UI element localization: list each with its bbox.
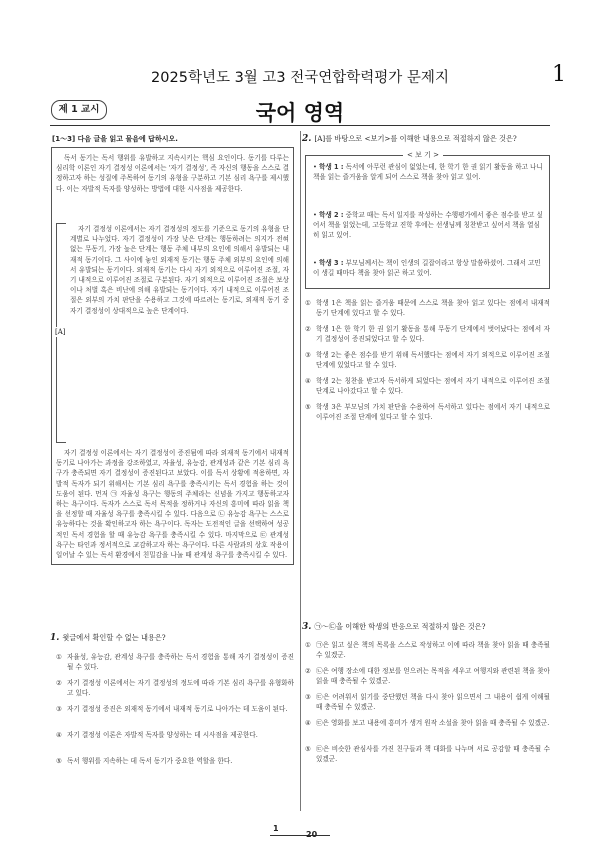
student-text: 중학교 때는 독서 일지를 작성하는 수행평가에서 좋은 점수를 받고 싶어서 책을 읽었는데, 고등학교 진학 후에는 선생님께 칭찬받고 싶어서 책을 열심히 읽고 있어. — [313, 211, 543, 239]
option-marker: ① — [305, 299, 311, 307]
page-number: 1 — [552, 62, 566, 87]
question-1-stem — [50, 633, 295, 644]
bogi-title: < 보 기 > — [403, 150, 443, 160]
option-marker: ③ — [305, 693, 311, 701]
current-page: 1 — [273, 824, 279, 833]
question-2-number: 2. — [302, 134, 312, 144]
question-1-text: 윗글에서 확인할 수 없는 내용은? — [62, 633, 166, 642]
option-marker: ⑤ — [305, 745, 311, 753]
student-label: 학생 2 : — [319, 211, 344, 219]
option-marker: ⑤ — [305, 403, 311, 411]
header-rule — [50, 125, 550, 126]
passage-paragraph-2: 자기 결정성 이론에서는 자기 결정성의 정도를 기준으로 동기의 유형을 단계별로 나누었다. 자기 결정성이 가장 낮은 단계는 행동하려는 의지가 전혀 없는 무동기, 가장 높은 단계는 행동 주체 내부의 요인에 의해서 유발되는 내재적 동기이다. 그 사이에 놓인 외재적 동기는 행동 주체 외부의 요인에 의해서 유발되는 동기이다. 외재적 동기는 다시 자기 외적으로 이루어진 조절, 자기 내적으로 이루어진 조절로 구분된다. 자기 외적으로 이루어진 조절은 보상이나 처벌 혹은 비난에 의해 유발되는 동기이다. 자기 내적으로 이루어진 조절은 외부의 가치 판단을 수용하고 그것에 따르려는 동기로, 외재적 동기 중 자기 결정성이 상대적으로 높은 단계이다. — [70, 225, 289, 315]
question-2-option-1[interactable] — [305, 298, 550, 320]
question-3-stem — [302, 622, 552, 633]
option-text: 자기 결정성 증진은 외재적 동기에서 내재적 동기로 나아가는 데 도움이 된다. — [67, 705, 288, 713]
student-text: 독서에 아무런 관심이 없었는데, 한 학기 한 권 읽기 활동을 하고 나니 책을 읽는 즐거움을 알게 되어 스스로 책을 찾아 읽고 있어. — [313, 163, 543, 181]
exam-title: 2025학년도 3월 고3 전국연합학력평가 문제지 — [151, 70, 449, 86]
student-label: 학생 1 : — [319, 163, 344, 171]
option-marker: ④ — [56, 731, 62, 739]
option-text: ㉠은 읽고 싶은 책의 목록을 스스로 작성하고 이에 따라 책을 찾아 읽을 때 충족될 수 있겠군. — [316, 641, 550, 659]
option-marker: ④ — [305, 377, 311, 385]
question-3-option-4[interactable] — [305, 718, 550, 740]
option-text: 독서 행위를 지속하는 데 독서 동기가 중요한 역할을 한다. — [67, 757, 233, 765]
question-1-option-1[interactable] — [56, 652, 294, 674]
question-2-stem — [302, 134, 552, 145]
passage-paragraph-3: 자기 결정성 이론에서는 자기 결정성이 증진됨에 따라 외재적 동기에서 내재적 동기로 나아가는 과정을 강조하였고, 자율성, 유능감, 관계성과 같은 기본 심리 욕구가 충족되면 자기 결정성이 증진된다고 보았다. 이를 독서 상황에 적용하면, 자발적 독자가 되기 위해서는 기본 심리 욕구를 충족시키는 독서 경험을 하는 것이 도움이 된다. 먼저 ㉠ 자율성 욕구는 행동의 주체라는 신념을 가지고 행동하고자 하는 욕구이다. 독자가 스스로 독서 목적을 정하거나 자신의 흥미에 따라 읽을 책을 선정할 때 자율성 욕구를 충족시킬 수 있다. 다음으로 ㉡ 유능감 욕구는 스스로 유능하다는 것을 확인하고자 하는 욕구이다. 독자는 도전적인 글을 선택하여 성공적인 독서 경험을 할 때 유능감 욕구를 충족시킬 수 있다. 마지막으로 ㉢ 관계성 욕구는 타인과 정서적으로 교감하고자 하는 욕구이다. 다른 사람과의 상호 작용이 일어날 수 있는 독서 환경에서 친밀감을 나눌 때 관계성 욕구를 충족시킬 수 있다. — [56, 449, 289, 560]
question-3-option-1[interactable] — [305, 640, 550, 662]
question-1-option-2[interactable] — [56, 678, 294, 700]
question-3-text: ㉠～㉢을 이해한 학생의 반응으로 적절하지 않은 것은? — [314, 622, 486, 631]
question-3-option-5[interactable] — [305, 744, 550, 766]
session-badge: 제 1 교시 — [51, 100, 107, 120]
option-marker: ② — [56, 679, 62, 687]
option-text: ㉡은 여행 장소에 대한 정보를 얻으려는 목적을 세우고 여행지와 관련된 책을 찾아 읽을 때 충족될 수 있겠군. — [316, 667, 550, 685]
question-2-text: [A]를 바탕으로 <보기>를 이해한 내용으로 적절하지 않은 것은? — [314, 134, 517, 143]
bogi-student-3: • 학생 3 : 부모님께서는 책이 인생의 길잡이라고 항상 말씀하셨어. 그래서 고민이 생길 때마다 책을 찾아 읽곤 하고 있어. — [313, 259, 541, 277]
question-3-option-2[interactable] — [305, 666, 550, 688]
option-text: 자율성, 유능감, 관계성 욕구를 충족하는 독서 경험을 통해 자기 결정성이 증진될 수 있다. — [67, 653, 294, 671]
option-marker: ③ — [56, 705, 62, 713]
passage-paragraph-1: 독서 동기는 독서 행위를 유발하고 지속시키는 핵심 요인이다. 동기를 다루는 심리학 이론인 자기 결정성 이론에서는 '자기 결정성', 즉 자신의 행동을 스스로 결정하고자 하는 성질에 주목하여 동기의 유형을 구분하고 기본 심리 욕구를 제시했다. 이는 자발적 독자를 양성하는 방법에 대한 시사점을 제공한다. — [56, 154, 289, 193]
bogi-student-1: • 학생 1 : 독서에 아무런 관심이 없었는데, 한 학기 한 권 읽기 활동을 하고 나니 책을 읽는 즐거움을 알게 되어 스스로 책을 찾아 읽고 있어. — [313, 163, 543, 181]
question-2-option-3[interactable] — [305, 350, 550, 372]
passage-instruction: [1～3] 다음 글을 읽고 물음에 답하시오. — [52, 135, 178, 143]
option-text: 학생 1은 한 학기 한 권 읽기 활동을 통해 무동기 단계에서 벗어났다는 점에서 자기 결정성이 증진되었다고 할 수 있다. — [316, 325, 550, 343]
question-2-option-5[interactable] — [305, 402, 550, 434]
option-text: 학생 3은 부모님의 가치 판단을 수용하여 독서하고 있다는 점에서 자기 내적으로 이루어진 조절 단계에 있다고 할 수 있다. — [316, 403, 550, 421]
option-marker: ① — [56, 653, 62, 661]
option-text: ㉢은 영화를 보고 내용에 흥미가 생겨 원작 소설을 찾아 읽을 때 충족될 수 있겠군. — [316, 719, 550, 727]
page-counter — [270, 822, 330, 840]
question-3-number: 3. — [302, 622, 312, 632]
bracket-a-label: [A] — [55, 328, 66, 336]
question-1-option-4[interactable] — [56, 730, 294, 752]
option-marker: ② — [305, 325, 311, 333]
student-text: 부모님께서는 책이 인생의 길잡이라고 항상 말씀하셨어. 그래서 고민이 생길 때마다 책을 찾아 읽곤 하고 있어. — [313, 259, 541, 277]
option-text: ㉢은 어려워서 읽기를 중단했던 책을 다시 찾아 읽으면서 그 내용이 쉽게 이해될 때 충족될 수 있겠군. — [316, 693, 550, 711]
option-marker: ⑤ — [56, 757, 62, 765]
question-1-option-3[interactable] — [56, 704, 294, 726]
option-text: ㉢은 비슷한 관심사를 가진 친구들과 책 대화를 나누며 서로 공감할 때 충족될 수 있겠군. — [316, 745, 550, 763]
question-1-number: 1. — [50, 633, 60, 643]
option-text: 학생 1은 책을 읽는 즐거움 때문에 스스로 책을 찾아 읽고 있다는 점에서 내재적 동기 단계에 있다고 할 수 있다. — [316, 299, 550, 317]
student-label: 학생 3 : — [319, 259, 344, 267]
option-text: 자기 결정성 이론에서는 자기 결정성의 정도에 따라 기본 심리 욕구를 유형화하고 있다. — [67, 679, 294, 697]
option-marker: ④ — [305, 719, 311, 727]
option-text: 학생 2는 칭찬을 받고자 독서하게 되었다는 점에서 자기 내적으로 이루어진 조절 단계로 나아갔다고 할 수 있다. — [316, 377, 550, 395]
question-2-option-2[interactable] — [305, 324, 550, 346]
option-text: 자기 결정성 이론은 자발적 독자를 양성하는 데 시사점을 제공한다. — [67, 731, 258, 739]
subject-title: 국어 영역 — [255, 101, 345, 125]
option-marker: ③ — [305, 351, 311, 359]
option-marker: ① — [305, 641, 311, 649]
option-marker: ② — [305, 667, 311, 675]
column-separator — [300, 131, 301, 811]
bogi-student-2: • 학생 2 : 중학교 때는 독서 일지를 작성하는 수행평가에서 좋은 점수를 받고 싶어서 책을 읽었는데, 고등학교 진학 후에는 선생님께 칭찬받고 싶어서 책을 열심히 읽고 있어. — [313, 211, 543, 239]
question-2-option-4[interactable] — [305, 376, 550, 398]
page-counter-line — [270, 835, 330, 836]
question-3-option-3[interactable] — [305, 692, 550, 714]
option-text: 학생 2는 좋은 점수를 받기 위해 독서했다는 점에서 자기 외적으로 이루어진 조절 단계에 있었다고 할 수 있다. — [316, 351, 550, 369]
question-1-option-5[interactable] — [56, 756, 294, 768]
total-pages: 20 — [306, 830, 318, 839]
